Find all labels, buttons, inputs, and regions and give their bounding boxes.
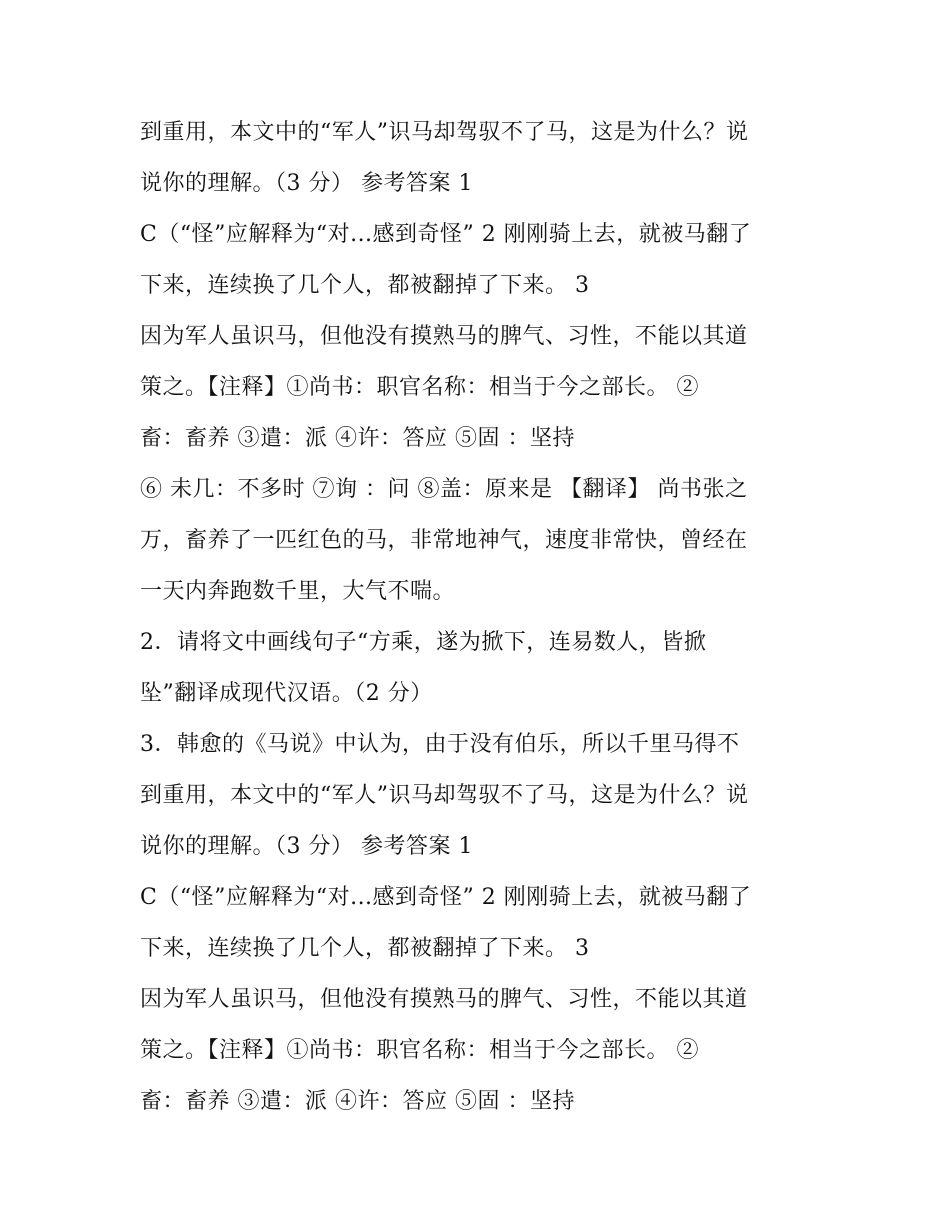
text-line: 畜：畜养 ③遣：派 ④许：答应 ⑤固 ：坚持 (140, 426, 575, 451)
text-line: 下来，连续换了几个人，都被翻掉了下来。 3 (140, 273, 590, 298)
text-line: 因为军人虽识马，但他没有摸熟马的脾气、习性，不能以其道 (140, 987, 748, 1012)
document-body (140, 107, 830, 1127)
text-line: 到重用，本文中的“军人”识马却驾驭不了马，这是为什么？说 (140, 120, 749, 145)
text-line: 到重用，本文中的“军人”识马却驾驭不了马，这是为什么？说 (140, 783, 749, 808)
text-line: 畜：畜养 ③遣：派 ④许：答应 ⑤固 ：坚持 (140, 1089, 575, 1114)
text-line: 万，畜养了一匹红色的马，非常地神气，速度非常快，曾经在 (140, 528, 748, 553)
text-line: 说你的理解。（3 分） 参考答案 1 (140, 834, 473, 859)
text-line: 因为军人虽识马，但他没有摸熟马的脾气、习性，不能以其道 (140, 324, 748, 349)
text-line: 3．韩愈的《马说》中认为，由于没有伯乐，所以千里马得不 (140, 732, 740, 757)
text-line: 说你的理解。（3 分） 参考答案 1 (140, 171, 473, 196)
text-line: 策之。【注释】①尚书：职官名称：相当于今之部长。 ② (140, 375, 699, 400)
text-line: 2．请将文中画线句子“方乘，遂为掀下，连易数人，皆掀 (140, 630, 707, 655)
text-line: 下来，连续换了几个人，都被翻掉了下来。 3 (140, 936, 590, 961)
text-line: 一天内奔跑数千里，大气不喘。 (140, 579, 456, 604)
text-line: ⑥ 未几：不多时 ⑦询 ：问 ⑧盖：原来是 【翻译】 尚书张之 (140, 477, 748, 502)
text-line: 策之。【注释】①尚书：职官名称：相当于今之部长。 ② (140, 1038, 699, 1063)
text-line: 坠”翻译成现代汉语。（2 分） (140, 681, 433, 706)
text-line: C（“怪”应解释为“对...感到奇怪” 2 刚刚骑上去，就被马翻了 (140, 885, 752, 910)
text-line: C（“怪”应解释为“对...感到奇怪” 2 刚刚骑上去，就被马翻了 (140, 222, 752, 247)
